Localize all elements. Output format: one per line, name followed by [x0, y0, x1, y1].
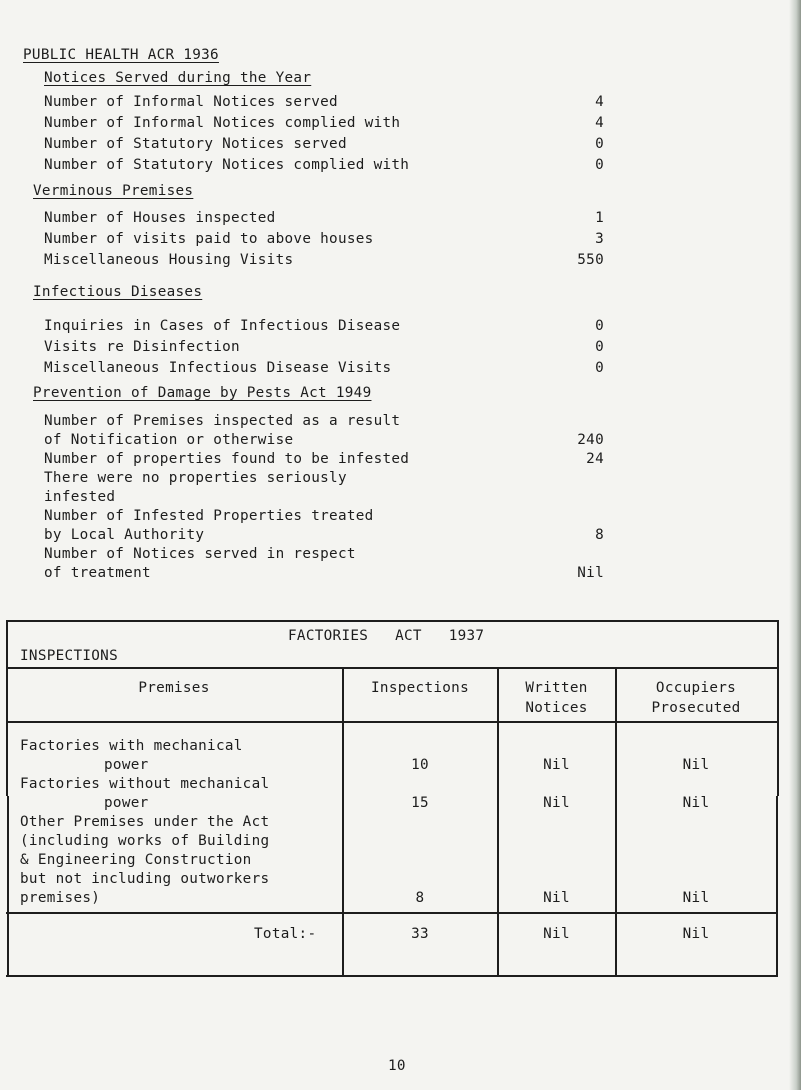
- notice-label: Number of Informal Notices complied with: [44, 115, 401, 131]
- pests-value: 240: [577, 432, 604, 448]
- notice-label: Number of Statutory Notices complied with: [44, 157, 410, 173]
- infectious-row: [44, 360, 604, 380]
- infectious-label: Miscellaneous Infectious Disease Visits: [44, 360, 392, 376]
- pests-label: Number of Infested Properties treated: [44, 508, 374, 524]
- pests-line: [44, 432, 604, 452]
- notice-row: [44, 94, 604, 114]
- table-title: FACTORIES ACT 1937: [288, 628, 485, 644]
- pests-label: infested: [44, 489, 116, 505]
- table-rule: [6, 667, 778, 669]
- verminous-value: 550: [577, 252, 604, 268]
- total-inspections: 33: [411, 926, 429, 942]
- column-header-prosecuted: Prosecuted: [651, 700, 741, 716]
- table-rule: [6, 620, 8, 796]
- pests-label: Number of Premises inspected as a result: [44, 413, 401, 429]
- notice-row: [44, 115, 604, 135]
- table-subtitle: INSPECTIONS: [20, 648, 118, 664]
- page-number: 10: [388, 1058, 406, 1074]
- pests-label: There were no properties seriously: [44, 470, 347, 486]
- infectious-label: Inquiries in Cases of Infectious Disease: [44, 318, 401, 334]
- pests-label: by Local Authority: [44, 527, 205, 543]
- notice-row: [44, 157, 604, 177]
- pests-line: [44, 413, 604, 433]
- notice-value: 0: [595, 157, 604, 173]
- written-notices-cell: Nil: [543, 757, 570, 773]
- prosecuted-cell: Nil: [682, 757, 710, 773]
- pests-value: 8: [595, 527, 604, 543]
- premises-cell: but not including outworkers: [20, 871, 270, 887]
- pests-line: [44, 508, 604, 528]
- column-header-notices: Notices: [525, 700, 588, 716]
- premises-cell: Other Premises under the Act: [20, 814, 270, 830]
- verminous-value: 3: [595, 231, 604, 247]
- notice-label: Number of Statutory Notices served: [44, 136, 347, 152]
- notice-value: 4: [595, 94, 604, 110]
- pests-value: 24: [586, 451, 604, 467]
- notice-label: Number of Informal Notices served: [44, 94, 338, 110]
- verminous-value: 1: [595, 210, 604, 226]
- infectious-value: 0: [595, 360, 604, 376]
- notice-value: 4: [595, 115, 604, 131]
- premises-cell: (including works of Building: [20, 833, 270, 849]
- verminous-row: [44, 252, 604, 272]
- table-rule: [6, 975, 778, 977]
- pests-heading: Prevention of Damage by Pests Act 1949: [33, 385, 372, 401]
- table-rule: [7, 796, 9, 976]
- infectious-label: Visits re Disinfection: [44, 339, 240, 355]
- premises-cell: Factories without mechanical: [20, 776, 270, 792]
- written-notices-cell: Nil: [543, 795, 570, 811]
- table-rule: [777, 620, 779, 796]
- notices-heading: Notices Served during the Year: [44, 70, 312, 86]
- document-title: PUBLIC HEALTH ACR 1936: [23, 47, 219, 63]
- premises-cell: & Engineering Construction: [20, 852, 252, 868]
- pests-line: [44, 489, 604, 509]
- inspections-cell: 10: [411, 757, 429, 773]
- column-header-inspections: Inspections: [371, 680, 469, 696]
- table-rule: [6, 912, 778, 914]
- column-header-premises: Premises: [138, 680, 210, 696]
- infectious-value: 0: [595, 318, 604, 334]
- pests-label: Number of properties found to be infested: [44, 451, 410, 467]
- verminous-label: Miscellaneous Housing Visits: [44, 252, 294, 268]
- column-header-written: Written: [525, 680, 588, 696]
- premises-cell: Factories with mechanical: [20, 738, 243, 754]
- verminous-heading: Verminous Premises: [33, 183, 194, 199]
- inspections-cell: 8: [415, 890, 425, 906]
- premises-cell: power: [104, 757, 149, 773]
- notice-row: [44, 136, 604, 156]
- infectious-row: [44, 318, 604, 338]
- total-prosecuted: Nil: [682, 926, 710, 942]
- total-written-notices: Nil: [543, 926, 570, 942]
- pests-value: Nil: [577, 565, 604, 581]
- verminous-row: [44, 231, 604, 251]
- infectious-row: [44, 339, 604, 359]
- table-rule: [776, 796, 778, 976]
- infectious-value: 0: [595, 339, 604, 355]
- verminous-label: Number of Houses inspected: [44, 210, 276, 226]
- notice-value: 0: [595, 136, 604, 152]
- pests-label: of Notification or otherwise: [44, 432, 294, 448]
- pests-label: of treatment: [44, 565, 151, 581]
- pests-line: [44, 546, 604, 566]
- pests-label: Number of Notices served in respect: [44, 546, 356, 562]
- verminous-row: [44, 210, 604, 230]
- table-rule: [6, 721, 778, 723]
- verminous-label: Number of visits paid to above houses: [44, 231, 374, 247]
- written-notices-cell: Nil: [543, 890, 570, 906]
- infectious-heading: Infectious Diseases: [33, 284, 203, 300]
- table-rule: [6, 620, 778, 622]
- total-label: Total:-: [254, 926, 317, 942]
- prosecuted-cell: Nil: [682, 890, 710, 906]
- pests-line: [44, 470, 604, 490]
- inspections-cell: 15: [411, 795, 429, 811]
- pests-line: [44, 565, 604, 585]
- column-header-occupiers: Occupiers: [655, 680, 737, 696]
- page-edge-shadow: [789, 0, 801, 1090]
- premises-cell: power: [104, 795, 149, 811]
- pests-line: [44, 451, 604, 471]
- prosecuted-cell: Nil: [682, 795, 710, 811]
- premises-cell: premises): [20, 890, 101, 906]
- pests-line: [44, 527, 604, 547]
